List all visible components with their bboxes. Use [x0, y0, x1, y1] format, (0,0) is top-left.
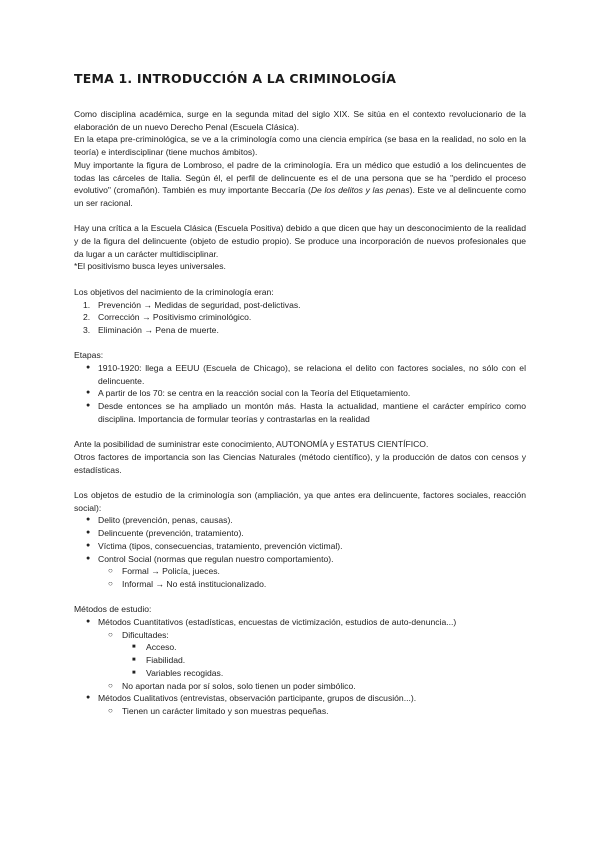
- methods-list: [74, 616, 526, 718]
- control-sublist: [98, 565, 526, 590]
- list-item: [122, 641, 526, 654]
- list-item: [98, 578, 526, 591]
- list-text: Formal → Policía, jueces.: [122, 566, 220, 577]
- bullet-icon: ●: [86, 516, 91, 524]
- objectives-heading: Los objetivos del nacimiento de la criminología eran:: [74, 286, 274, 297]
- methods-heading: Métodos de estudio:: [74, 604, 152, 615]
- other-factors-paragraph: Otros factores de importancia son las Ciencias Naturales (método científico), y la producción de datos con censos y estadísticas.: [74, 451, 526, 475]
- intro-text-end: ). Este ve al delincuente como un ser racional.: [74, 185, 527, 208]
- stages-heading: Etapas:: [74, 350, 104, 361]
- list-text: No aportan nada por sí solos, solo tienen un poder simbólico.: [122, 680, 356, 691]
- list-item: [74, 387, 526, 400]
- intro-paragraph-2: En la etapa pre-criminológica, se ve a la criminología como una ciencia empírica (se basa en la realidad, no solo en la teoría) e interdisciplinar (tiene muchos ámbitos).: [74, 134, 526, 158]
- bullet-icon: ●: [86, 389, 91, 397]
- list-text: Desde entonces se ha ampliado un montón más. Hasta la actualidad, mantiene el carácter empírico como disciplina. Importancia de formular teorías y contrastarlas en la realidad: [98, 401, 526, 424]
- list-text: Tienen un carácter limitado y son muestras pequeñas.: [122, 705, 329, 716]
- list-item: [74, 362, 526, 387]
- list-item: [74, 616, 526, 692]
- bullet-icon: ●: [86, 554, 91, 562]
- quant-sublist: [98, 629, 526, 693]
- list-text: Corrección → Positivismo criminológico.: [98, 312, 252, 323]
- circle-bullet-icon: ○: [108, 566, 113, 576]
- list-item: [98, 705, 526, 718]
- list-item: [98, 565, 526, 578]
- critique-paragraph: Hay una crítica a la Escuela Clásica (Escuela Positiva) debido a que dicen que hay un desconocimiento de la realidad y de la figura del delincuente (objeto de estudio propio). Se produce una incorporación de nuevos profesionales que da lugar a un carácter multidisciplinar.: [74, 223, 526, 259]
- list-text: Delincuente (prevención, tratamiento).: [98, 528, 244, 539]
- square-bullet-icon: ■: [132, 657, 136, 664]
- difficulties-sublist: [122, 641, 526, 679]
- circle-bullet-icon: ○: [108, 578, 113, 588]
- document-page: [74, 72, 526, 718]
- list-text: Prevención → Medidas de seguridad, post-delictivas.: [98, 299, 301, 310]
- qual-sublist: [98, 705, 526, 718]
- list-text: Víctima (tipos, consecuencias, tratamiento, prevención victimal).: [98, 540, 343, 551]
- circle-bullet-icon: ○: [108, 680, 113, 690]
- objects-heading: Los objetos de estudio de la criminología son (ampliación, ya que antes era delincuente, factores sociales, reacción social):: [74, 490, 526, 513]
- list-item: [74, 540, 526, 553]
- list-number: 2.: [83, 312, 91, 323]
- list-item: [74, 299, 526, 312]
- list-text: 1910-1920: llega a EEUU (Escuela de Chicago), se relaciona el delito con factores sociales, no sólo con el delincuente.: [98, 363, 526, 386]
- intro-text: Muy importante la figura de Lombroso, el padre de la criminología. Era un médico que estudió a los delincuentes de todas las cárceles de Italia. Según él, el perfil de delincuente es el de una persona que se ha "perdido el proceso evolutivo" (cromañón). También es muy importante Beccaría (: [74, 159, 526, 196]
- list-item: [74, 400, 526, 425]
- intro-paragraph-1: Como disciplina académica, surge en la segunda mitad del siglo XIX. Se sitúa en el contexto revolucionario de la elaboración de un nuevo Derecho Penal (Escuela Clásica).: [74, 109, 526, 132]
- bullet-icon: ●: [86, 364, 91, 372]
- page-title: TEMA 1. INTRODUCCIÓN A LA CRIMINOLOGÍA: [74, 71, 397, 86]
- circle-bullet-icon: ○: [108, 629, 113, 639]
- list-item: [98, 629, 526, 680]
- list-text: Métodos Cuantitativos (estadísticas, encuestas de victimización, estudios de auto-denuncia...): [98, 617, 457, 628]
- list-text: Dificultades:: [122, 629, 169, 640]
- list-text: Variables recogidas.: [146, 667, 224, 678]
- square-bullet-icon: ■: [132, 644, 136, 651]
- bullet-icon: ●: [86, 618, 91, 626]
- list-text: Delito (prevención, penas, causas).: [98, 515, 233, 526]
- list-text: Control Social (normas que regulan nuestro comportamiento).: [98, 553, 334, 564]
- list-text: Métodos Cualitativos (entrevistas, observación participante, grupos de discusión...).: [98, 693, 417, 704]
- list-text: Fiabilidad.: [146, 655, 186, 666]
- bullet-icon: ●: [86, 402, 91, 410]
- list-item: [74, 553, 526, 591]
- list-text: Eliminación → Pena de muerte.: [98, 324, 219, 335]
- list-item: [74, 692, 526, 717]
- objectives-list: [74, 299, 526, 337]
- list-item: [122, 654, 526, 667]
- autonomy-paragraph: Ante la posibilidad de suministrar este conocimiento, AUTONOMÍA y ESTATUS CIENTÍFICO.: [74, 439, 429, 450]
- bullet-icon: ●: [86, 529, 91, 537]
- list-item: [74, 324, 526, 337]
- bullet-icon: ●: [86, 541, 91, 549]
- list-number: 1.: [83, 299, 91, 310]
- stages-list: [74, 362, 526, 426]
- bullet-icon: ●: [86, 694, 91, 702]
- list-item: [74, 527, 526, 540]
- list-item: [74, 514, 526, 527]
- list-number: 3.: [83, 324, 91, 335]
- list-text: Informal → No está institucionalizado.: [122, 578, 267, 589]
- list-item: [98, 680, 526, 693]
- book-title: De los delitos y las penas: [310, 185, 410, 196]
- positivism-note: *El positivismo busca leyes universales.: [74, 261, 226, 272]
- list-text: A partir de los 70: se centra en la reacción social con la Teoría del Etiquetamiento.: [98, 388, 411, 399]
- circle-bullet-icon: ○: [108, 705, 113, 715]
- list-item: [74, 311, 526, 324]
- square-bullet-icon: ■: [132, 669, 136, 676]
- intro-paragraph-3: [74, 159, 526, 210]
- list-text: Acceso.: [146, 642, 177, 653]
- list-item: [122, 667, 526, 680]
- objects-list: [74, 514, 526, 590]
